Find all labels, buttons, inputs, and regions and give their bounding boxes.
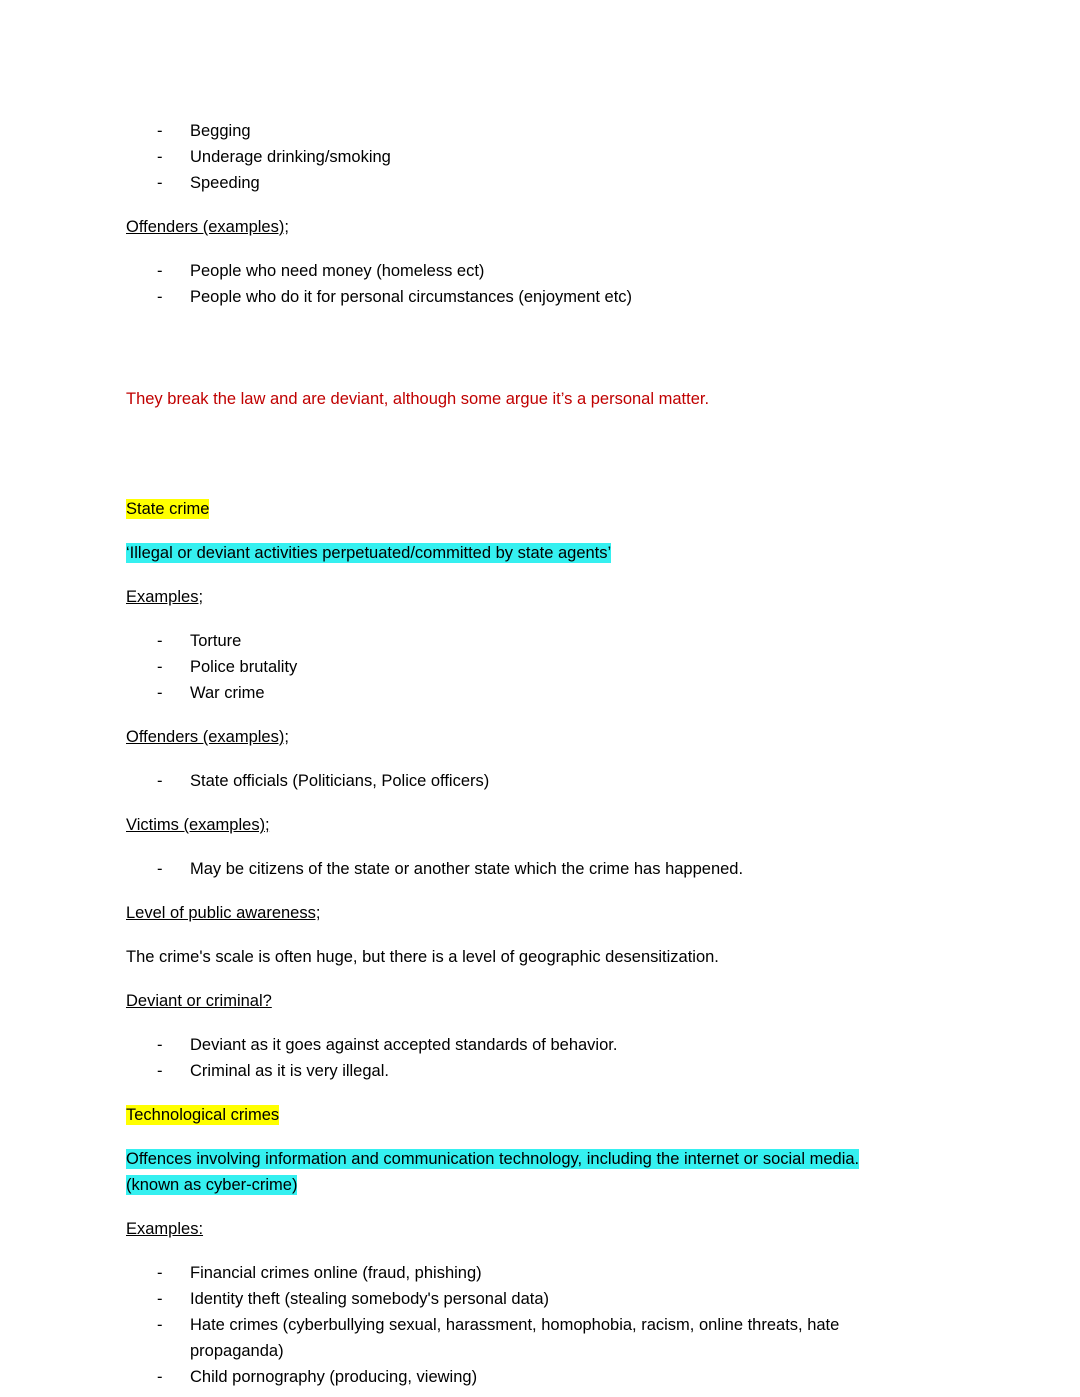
state-crime-examples-list — [126, 628, 954, 706]
list-item — [126, 768, 954, 794]
list-item-label: Torture — [190, 632, 242, 650]
state-crime-victims-heading: Victims (examples); — [126, 816, 270, 834]
spacer — [126, 706, 954, 724]
state-crime-definition — [126, 540, 954, 566]
state-crime-deviant-heading: Deviant or criminal? — [126, 992, 272, 1010]
list-item — [126, 118, 954, 144]
tech-crime-title-text: Technological crimes — [126, 1106, 280, 1124]
spacer — [126, 1084, 954, 1102]
list-item — [126, 680, 954, 706]
spacer — [126, 1128, 954, 1146]
list-item — [126, 1286, 954, 1312]
spacer — [126, 610, 954, 628]
red-note-paragraph: They break the law and are deviant, although some argue it’s a personal matter. — [126, 390, 710, 408]
dash-bullet-icon: - — [157, 684, 163, 702]
list-item-label: Criminal as it is very illegal. — [190, 1062, 389, 1080]
dash-bullet-icon: - — [157, 174, 163, 192]
spacer — [126, 970, 954, 988]
state-crime-offenders-heading: Offenders (examples); — [126, 728, 289, 746]
dash-bullet-icon: - — [157, 1290, 163, 1308]
spacer — [126, 522, 954, 540]
list-item — [126, 144, 954, 170]
state-crime-awareness-heading: Level of public awareness; — [126, 904, 321, 922]
dash-bullet-icon: - — [157, 1368, 163, 1386]
spacer — [126, 838, 954, 856]
list-item — [126, 284, 954, 310]
list-item — [126, 628, 954, 654]
list-item-label: Deviant as it goes against accepted standards of behavior. — [190, 1036, 618, 1054]
state-crime-deviant-list — [126, 1032, 954, 1084]
list-item-label: May be citizens of the state or another state which the crime has happened. — [190, 860, 744, 878]
list-item-label: State officials (Politicians, Police officers) — [190, 772, 490, 790]
dash-bullet-icon: - — [157, 148, 163, 166]
dash-bullet-icon: - — [157, 122, 163, 140]
list-item — [126, 1058, 954, 1084]
spacer — [126, 196, 954, 214]
spacer — [126, 794, 954, 812]
list-item — [126, 1364, 954, 1390]
state-crime-awareness-text: The crime's scale is often huge, but there is a level of geographic desensitization. — [126, 948, 719, 966]
list-item — [126, 1032, 954, 1058]
tech-crime-examples-heading: Examples: — [126, 1220, 204, 1238]
list-item-label: Begging — [190, 122, 251, 140]
state-crime-examples-heading: Examples; — [126, 588, 204, 606]
tech-crime-title — [126, 1102, 954, 1128]
list-item-label: War crime — [190, 684, 265, 702]
spacer — [126, 1014, 954, 1032]
dash-bullet-icon: - — [157, 632, 163, 650]
state-crime-title-text: State crime — [126, 500, 210, 518]
state-crime-victims-list — [126, 856, 954, 882]
dash-bullet-icon: - — [157, 1062, 163, 1080]
tech-crime-examples-list — [126, 1260, 954, 1390]
spacer — [126, 882, 954, 900]
offenders-list-general — [126, 258, 954, 310]
spacer — [126, 310, 954, 368]
spacer — [126, 1198, 954, 1216]
list-item-label: People who do it for personal circumstances (enjoyment etc) — [190, 288, 633, 306]
list-item-label: Identity theft (stealing somebody's personal data) — [190, 1290, 550, 1308]
top-bullet-list — [126, 118, 954, 196]
dash-bullet-icon: - — [157, 1036, 163, 1054]
spacer — [126, 470, 954, 496]
spacer — [126, 240, 954, 258]
list-item-label: People who need money (homeless ect) — [190, 262, 485, 280]
list-item-label: Child pornography (producing, viewing) — [190, 1368, 478, 1386]
offenders-heading-general: Offenders (examples); — [126, 218, 289, 236]
list-item — [126, 856, 954, 882]
list-item — [126, 654, 954, 680]
list-item — [126, 1312, 916, 1364]
state-crime-offenders-list — [126, 768, 954, 794]
state-crime-title — [126, 496, 954, 522]
list-item — [126, 1260, 954, 1286]
list-item-label: Financial crimes online (fraud, phishing) — [190, 1264, 482, 1282]
dash-bullet-icon: - — [157, 658, 163, 676]
spacer — [126, 412, 954, 470]
list-item-label: Speeding — [190, 174, 260, 192]
dash-bullet-icon: - — [157, 288, 163, 306]
list-item — [126, 170, 954, 196]
spacer — [126, 1242, 954, 1260]
dash-bullet-icon: - — [157, 262, 163, 280]
spacer — [126, 926, 954, 944]
dash-bullet-icon: - — [157, 1316, 163, 1334]
list-item-label: Hate crimes (cyberbullying sexual, harassment, homophobia, racism, online threats, hate propaganda) — [190, 1316, 840, 1360]
dash-bullet-icon: - — [157, 772, 163, 790]
spacer — [126, 368, 954, 386]
dash-bullet-icon: - — [157, 860, 163, 878]
tech-crime-definition-line-2: (known as cyber-crime) — [126, 1176, 298, 1194]
list-item — [126, 258, 954, 284]
list-item-label: Underage drinking/smoking — [190, 148, 391, 166]
state-crime-definition-text: ‘Illegal or deviant activities perpetuated/committed by state agents’ — [126, 544, 612, 562]
spacer — [126, 750, 954, 768]
tech-crime-definition — [126, 1146, 936, 1198]
tech-crime-definition-line-1: Offences involving information and communication technology, including the internet or social media. — [126, 1150, 860, 1168]
dash-bullet-icon: - — [157, 1264, 163, 1282]
spacer — [126, 566, 954, 584]
list-item-label: Police brutality — [190, 658, 298, 676]
